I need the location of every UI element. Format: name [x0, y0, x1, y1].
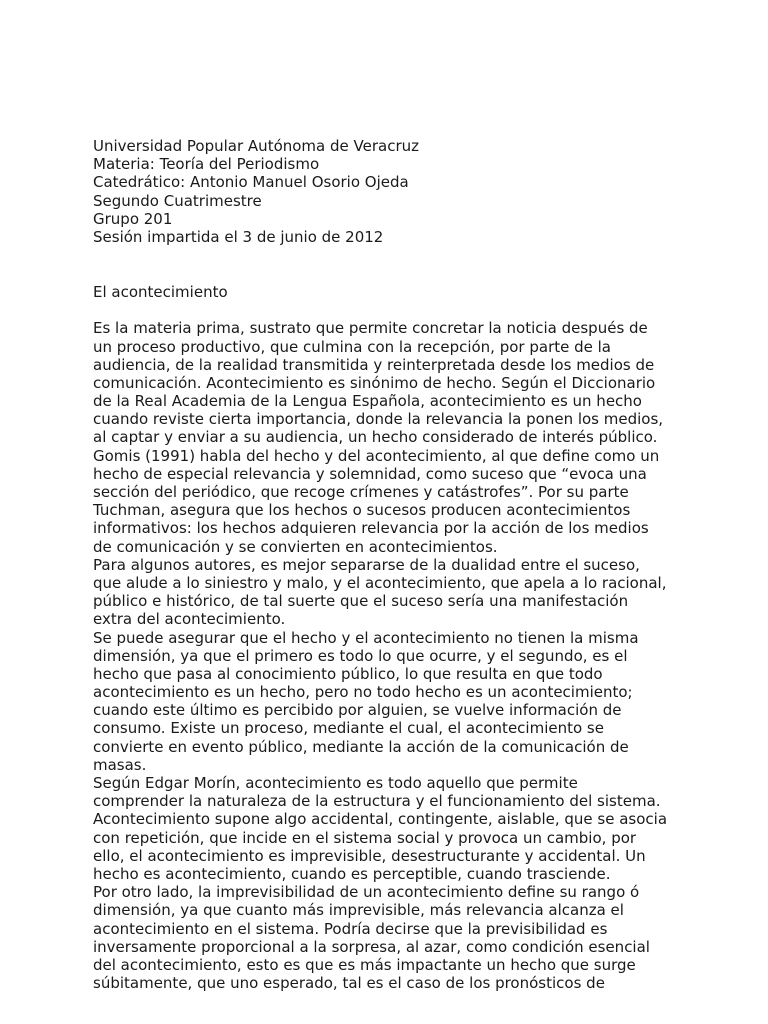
body-line: Para algunos autores, es mejor separarse de la dualidad entre el suceso,	[93, 555, 640, 574]
body-line: Acontecimiento supone algo accidental, contingente, aislable, que se asocia	[93, 810, 668, 829]
body-line: masas.	[93, 755, 147, 774]
body-line: Es la materia prima, sustrato que permite concretar la noticia después de	[93, 319, 648, 338]
body-line: ello, el acontecimiento es imprevisible, desestructurante y accidental. Un	[93, 846, 646, 865]
body-line: Se puede asegurar que el hecho y el acontecimiento no tienen la misma	[93, 628, 639, 647]
body-line: cuando este último es percibido por alguien, se vuelve información de	[93, 701, 622, 720]
body-line: Tuchman, asegura que los hechos o sucesos producen acontecimientos	[93, 501, 631, 520]
body-line: hecho que pasa al conocimiento público, lo que resulta en que todo	[93, 664, 603, 683]
body-line: de comunicación y se convierten en acontecimientos.	[93, 537, 498, 556]
body-line: comunicación. Acontecimiento es sinónimo de hecho. Según el Diccionario	[93, 373, 656, 392]
body-line: sección del periódico, que recoge crímenes y catástrofes”. Por su parte	[93, 483, 629, 501]
body-line: de la Real Academia de la Lengua Española, acontecimiento es un hecho	[93, 392, 642, 411]
body-line: informativos: los hechos adquieren relevancia por la acción de los medios	[93, 519, 649, 538]
document-body	[93, 319, 733, 992]
header-line-term: Segundo Cuatrimestre	[93, 191, 262, 210]
body-line: Gomis (1991) habla del hecho y del acontecimiento, al que define como un	[93, 446, 660, 465]
body-line: acontecimiento es un hecho, pero no todo hecho es un acontecimiento;	[93, 683, 633, 702]
body-line: con repetición, que incide en el sistema social y provoca un cambio, por	[93, 828, 637, 847]
body-line: dimensión, ya que el primero es todo lo que ocurre, y el segundo, es el	[93, 646, 628, 665]
document-title-block	[93, 283, 733, 301]
body-line: que alude a lo siniestro y malo, y el acontecimiento, que apela a lo racional,	[93, 573, 667, 592]
body-line: inversamente proporcional a la sorpresa, al azar, como condición esencial	[93, 937, 650, 956]
body-line: del acontecimiento, esto es que es más impactante un hecho que surge	[93, 955, 636, 974]
body-line: un proceso productivo, que culmina con la recepción, por parte de la	[93, 337, 611, 356]
body-line: consumo. Existe un proceso, mediante el cual, el acontecimiento se	[93, 719, 604, 738]
body-line: súbitamente, que uno esperado, tal es el caso de los pronósticos de	[93, 974, 605, 993]
header-line-session: Sesión impartida el 3 de junio de 2012	[93, 227, 384, 246]
document-content	[93, 137, 733, 992]
body-line: hecho es acontecimiento, cuando es perceptible, cuando trasciende.	[93, 864, 611, 883]
body-line: Por otro lado, la imprevisibilidad de un acontecimiento define su rango ó	[93, 883, 640, 902]
body-line: audiencia, de la realidad transmitida y reinterpretada desde los medios de	[93, 355, 655, 374]
header-line-professor: Catedrático: Antonio Manuel Osorio Ojeda	[93, 173, 409, 192]
body-line: público e histórico, de tal suerte que el suceso sería una manifestación	[93, 592, 629, 611]
body-line: Según Edgar Morín, acontecimiento es todo aquello que permite	[93, 774, 578, 792]
header-line-university: Universidad Popular Autónoma de Veracruz	[93, 137, 420, 155]
body-line: extra del acontecimiento.	[93, 610, 286, 629]
header-line-group: Grupo 201	[93, 209, 173, 228]
document-title: El acontecimiento	[93, 283, 228, 302]
body-line: convierte en evento público, mediante la acción de la comunicación de	[93, 737, 629, 756]
body-line: dimensión, ya que cuanto más imprevisible, más relevancia alcanza el	[93, 901, 624, 920]
header-line-subject: Materia: Teoría del Periodismo	[93, 155, 320, 174]
body-line: acontecimiento en el sistema. Podría decirse que la previsibilidad es	[93, 919, 608, 938]
body-line: al captar y enviar a su audiencia, un hecho considerado de interés público.	[93, 428, 658, 447]
document-header	[93, 137, 733, 246]
body-line: cuando reviste cierta importancia, donde la relevancia la ponen los medios,	[93, 410, 664, 429]
body-line: comprender la naturaleza de la estructura y el funcionamiento del sistema.	[93, 792, 661, 811]
body-line: hecho de especial relevancia y solemnidad, como suceso que “evoca una	[93, 464, 647, 483]
